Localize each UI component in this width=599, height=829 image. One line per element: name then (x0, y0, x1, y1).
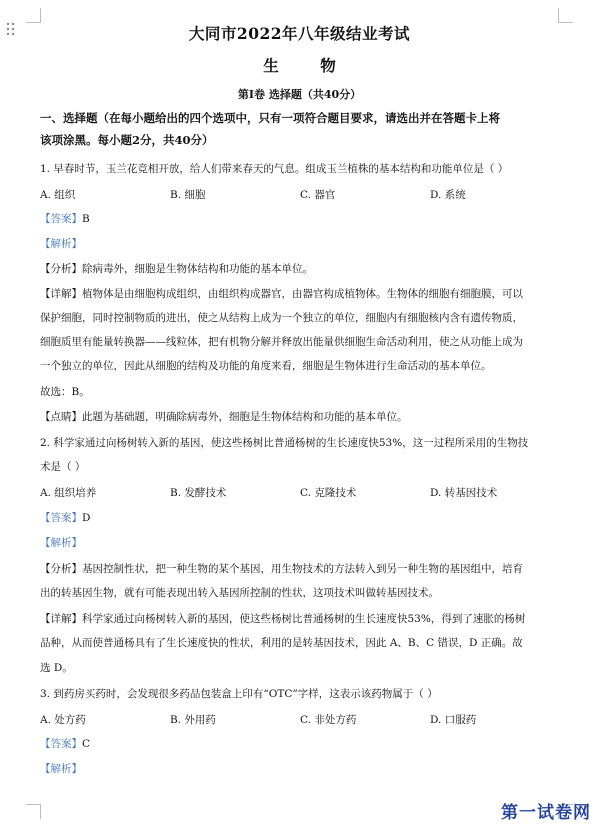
xiangjie-text: 植物体是由细胞构成组织，由组织构成器官，由器官构成植物体。生物体的细胞有细胞膜，可以 (82, 288, 523, 300)
exam-title: 大同市2022年八年级结业考试 (188, 24, 411, 43)
question-1-stem: 1. 早春时节，玉兰花竞相开放，给人们带来春天的气息。组成玉兰植株的基本结构和功能单位是（ ） (40, 163, 509, 175)
option-a: A. 组织培养 (40, 487, 97, 499)
question-3-stem: 3. 到药房买药时，会发现很多药品包装盒上印有“OTC”字样，这表示该药物属于（ ） (40, 688, 438, 700)
option-b: B. 细胞 (170, 189, 206, 201)
part-heading: 第Ⅰ卷 选择题（共40分） (237, 88, 362, 101)
question-2-answer (40, 511, 561, 525)
page-corner-mark (26, 804, 41, 819)
dianjing-text: 此题为基础题，明确除病毒外，细胞是生物体结构和功能的基本单位。 (82, 411, 408, 423)
xiangjie-tag: 【详解】 (40, 613, 82, 625)
question-2-stem: 2. 科学家通过向杨树转入新的基因，使这些杨树比普通杨树的生长速度快53%，这一过程所采用的生物技 (40, 437, 529, 449)
question-1-fenxi (40, 262, 561, 276)
question-1-choice: 故选：B。 (40, 386, 90, 398)
xiangjie-text: 科学家通过向杨树转入新的基因，使这些杨树比普通杨树的生长速度快53%，得到了速胀的杨树 (82, 613, 526, 625)
section-instructions: 该项涂黑。每小题2分，共40分） (40, 133, 214, 147)
option-c: C. 克隆技术 (300, 487, 357, 499)
page-corner-mark (558, 8, 573, 23)
fenxi-tag: 【分析】 (40, 563, 82, 575)
answer-value: C (82, 738, 91, 750)
question-2-xiangjie (40, 612, 561, 626)
page-corner-mark (26, 8, 41, 23)
question-1-answer (40, 212, 561, 226)
analysis-tag: 【解析】 (40, 763, 82, 775)
answer-value: B (82, 213, 90, 225)
question-2-fenxi (40, 562, 561, 576)
option-c: C. 器官 (300, 189, 336, 201)
question-1-xiangjie (40, 287, 561, 301)
question-2-options (40, 486, 561, 500)
option-a: A. 处方药 (40, 714, 86, 726)
question-2-stem: 术是（ ） (40, 461, 86, 473)
section-instructions: 一、选择题（在每小题给出的四个选项中，只有一项符合题目要求，请选出并在答题卡上将 (40, 111, 500, 125)
xiangjie-text: 品种，从而使普通杨具有了生长速度快的性状，利用的是转基因技术，因此 A、B、C 错误，D 正确。故 (40, 637, 523, 649)
analysis-tag: 【解析】 (40, 238, 82, 250)
answer-tag: 【答案】 (40, 738, 82, 750)
xiangjie-text: 细胞质里有能量转换器——线粒体，把有机物分解并释放出能量供细胞生命活动利用，使之从功能上成为 (40, 336, 523, 348)
option-c: C. 非处方药 (300, 714, 357, 726)
option-d: D. 系统 (430, 189, 466, 201)
option-d: D. 口服药 (430, 714, 477, 726)
fenxi-text: 除病毒外，细胞是生物体结构和功能的基本单位。 (82, 263, 313, 275)
answer-tag: 【答案】 (40, 213, 82, 225)
option-a: A. 组织 (40, 189, 76, 201)
fenxi-tag: 【分析】 (40, 263, 82, 275)
question-1-dianjing (40, 410, 561, 424)
question-1-options (40, 188, 561, 202)
answer-tag: 【答案】 (40, 512, 82, 524)
question-3-answer (40, 737, 561, 751)
subject-title: 生 物 (263, 56, 354, 75)
xiangjie-text: 选 D。 (40, 662, 73, 674)
xiangjie-text: 保护细胞，同时控制物质的进出，使之从结构上成为一个独立的单位，细胞内有细胞核内含有遗传物质， (40, 312, 523, 324)
analysis-tag: 【解析】 (40, 537, 82, 549)
option-b: B. 外用药 (170, 714, 216, 726)
fenxi-text: 出的转基因生物，就有可能表现出转入基因所控制的性状，这项技术叫做转基因技术。 (40, 587, 439, 599)
answer-value: D (82, 512, 91, 524)
option-b: B. 发酵技术 (170, 487, 227, 499)
question-3-options (40, 713, 561, 727)
xiangjie-tag: 【详解】 (40, 288, 82, 300)
fenxi-text: 基因控制性状，把一种生物的某个基因，用生物技术的方法转入到另一种生物的基因组中，培育 (82, 563, 523, 575)
dianjing-tag: 【点睛】 (40, 411, 82, 423)
option-d: D. 转基因技术 (430, 487, 498, 499)
xiangjie-text: 一个独立的单位，因此从细胞的结构及功能的角度来看，细胞是生物体进行生命活动的基本单位。 (40, 360, 492, 372)
site-logo: 第一试卷网 (501, 803, 591, 823)
